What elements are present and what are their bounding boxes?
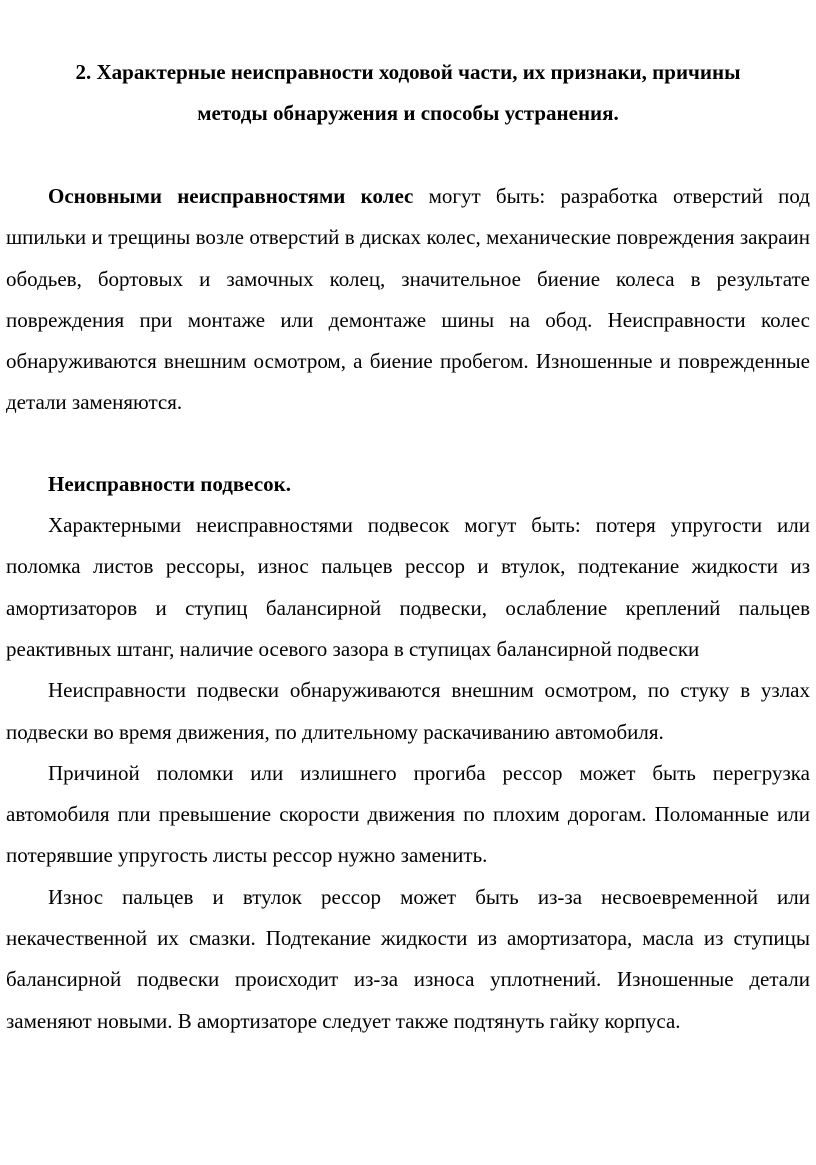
title-line-2: методы обнаружения и способы устранения. (197, 101, 619, 125)
wheels-text: могут быть: разработка отверстий под шпильки и трещины возле отверстий в дисках колес, механические повреждения закраин ободьев, бортовых и замочных колец, значительное биение колеса в результате повреждения при монтаже или демонтаже шины на обод. Неисправности колес обнаруживаются внешним осмотром, а биение пробегом. Изношенные и поврежденные детали заменяются. (6, 184, 810, 415)
suspension-paragraph-2: Неисправности подвески обнаруживаются внешним осмотром, по стуку в узлах подвески во время движения, по длительному раскачиванию автомобиля. (6, 678, 810, 744)
title-line-1: 2. Характерные неисправности ходовой части, их признаки, причины (75, 60, 741, 84)
suspension-paragraph-4: Износ пальцев и втулок рессор может быть из-за несвоевременной или некачественной их смазки. Подтекание жидкости из амортизатора, масла из ступицы балансирной подвески происходит из-за износа уплотнений. Изношенные детали заменяют новыми. В амортизаторе следует также подтянуть гайку корпуса. (6, 884, 810, 1033)
suspension-heading (6, 464, 810, 505)
suspension-paragraph-1: Характерными неисправностями подвесок могут быть: потеря упругости или поломка листов рессоры, износ пальцев рессор и втулок, подтекание жидкости из амортизаторов и ступиц балансирной подвески, ослабление креплений пальцев реактивных штанг, наличие осевого зазора в ступицах балансирной подвески (6, 513, 810, 661)
page-title (6, 52, 810, 134)
wheels-paragraph (6, 176, 810, 424)
suspension-heading-text: Неисправности подвесок. (48, 471, 291, 496)
suspension-paragraph-3: Причиной поломки или излишнего прогиба рессор может быть перегрузка автомобиля пли превышение скорости движения по плохим дорогам. Поломанные или потерявшие упругость листы рессор нужно заменить. (6, 760, 810, 868)
wheels-lead-bold: Основными неисправностями колес (48, 184, 414, 208)
